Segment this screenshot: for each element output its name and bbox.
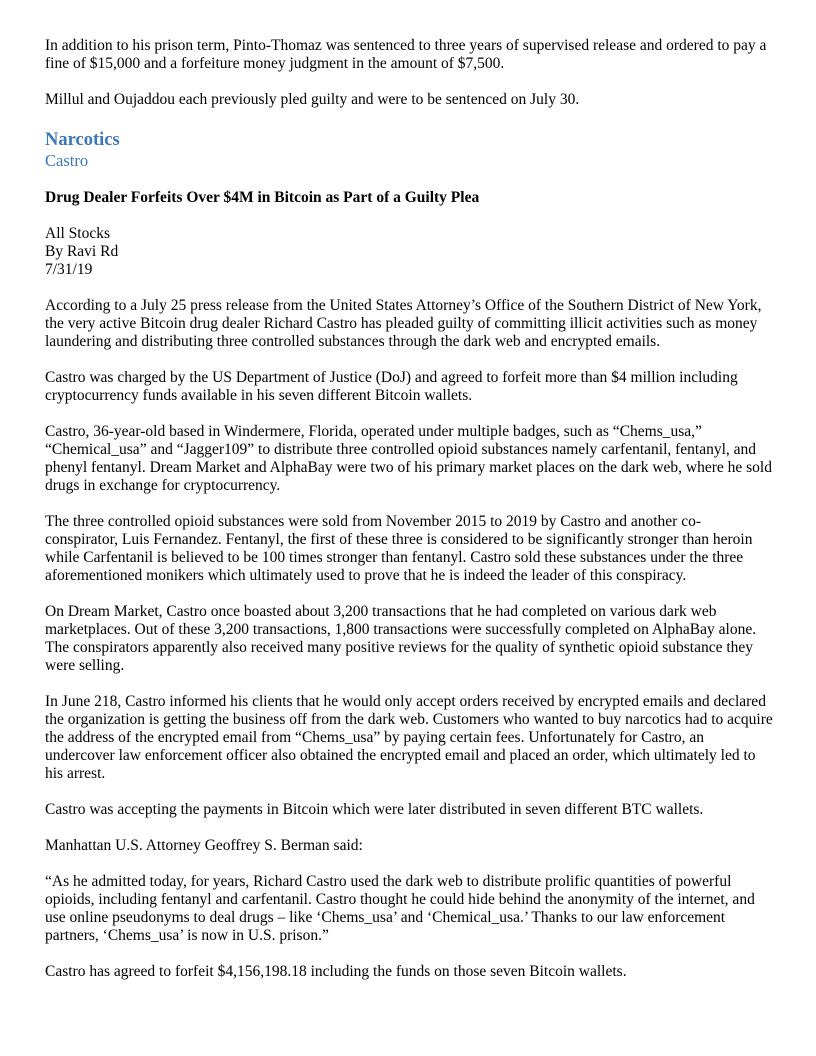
quote-paragraph: “As he admitted today, for years, Richard Castro used the dark web to distribute prolific quantities of powerful opioids, including fentanyl and carfentanil. Castro thought he could hide behind the anonymity of the internet, and use online pseudonyms to deal drugs – like ‘Chems_usa’ and ‘Chemical_usa.’ Thanks to our law enforcement partners, ‘Chems_usa’ is now in U.S. prison.”: [45, 873, 755, 944]
article-meta: [45, 225, 773, 279]
article-byline: By Ravi Rd: [45, 243, 119, 260]
document-page: [45, 37, 773, 981]
article-date: 7/31/19: [45, 261, 93, 278]
article-title: Drug Dealer Forfeits Over $4M in Bitcoin as Part of a Guilty Plea: [45, 189, 480, 206]
article-paragraph: In June 218, Castro informed his clients that he would only accept orders received by encrypted emails and declared the organization is getting the business off from the dark web. Customers who wanted to buy narcotics had to acquire the address of the encrypted email from “Chems_usa” by paying certain fees. Unfortunately for Castro, an undercover law enforcement officer also obtained the encrypted email and placed an order, which ultimately led to his arrest.: [45, 693, 773, 782]
section-subheading: Castro: [45, 151, 89, 170]
intro-paragraph-1: In addition to his prison term, Pinto-Thomaz was sentenced to three years of supervised release and ordered to pay a fine of $15,000 and a forfeiture money judgment in the amount of $7,500.: [45, 37, 767, 72]
article-paragraph: According to a July 25 press release from the United States Attorney’s Office of the Southern District of New York, the very active Bitcoin drug dealer Richard Castro has pleaded guilty of committing illicit activities such as money laundering and distributing three controlled substances through the dark web and encrypted emails.: [45, 297, 762, 350]
article-body: [45, 297, 773, 981]
article-paragraph: Castro was charged by the US Department of Justice (DoJ) and agreed to forfeit more than $4 million including cryptocurrency funds available in his seven different Bitcoin wallets.: [45, 369, 738, 404]
article-paragraph: Castro, 36-year-old based in Windermere, Florida, operated under multiple badges, such as “Chems_usa,” “Chemical_usa” and “Jagger109” to distribute three controlled opioid substances namely carfentanil, fentanyl, and phenyl fentanyl. Dream Market and AlphaBay were two of his primary market places on the dark web, where he sold drugs in exchange for cryptocurrency.: [45, 423, 772, 494]
article-paragraph: The three controlled opioid substances were sold from November 2015 to 2019 by Castro and another co-conspirator, Luis Fernandez. Fentanyl, the first of these three is considered to be significantly stronger than heroin while Carfentanil is believed to be 100 times stronger than fentanyl. Castro sold these substances under the three aforementioned monikers which ultimately used to prove that he is indeed the leader of this conspiracy.: [45, 513, 753, 584]
article-category: All Stocks: [45, 225, 111, 242]
intro-paragraph-2: Millul and Oujaddou each previously pled guilty and were to be sentenced on July 30.: [45, 91, 580, 108]
article-paragraph: Manhattan U.S. Attorney Geoffrey S. Berman said:: [45, 837, 363, 854]
article-paragraph: Castro was accepting the payments in Bitcoin which were later distributed in seven different BTC wallets.: [45, 801, 704, 818]
article-paragraph: On Dream Market, Castro once boasted about 3,200 transactions that he had completed on various dark web marketplaces. Out of these 3,200 transactions, 1,800 transactions were successfully completed on AlphaBay alone. The conspirators apparently also received many positive reviews for the quality of synthetic opioid substance they were selling.: [45, 603, 757, 674]
article-paragraph: Castro has agreed to forfeit $4,156,198.18 including the funds on those seven Bitcoin wallets.: [45, 963, 627, 980]
section-heading: Narcotics: [45, 130, 120, 150]
